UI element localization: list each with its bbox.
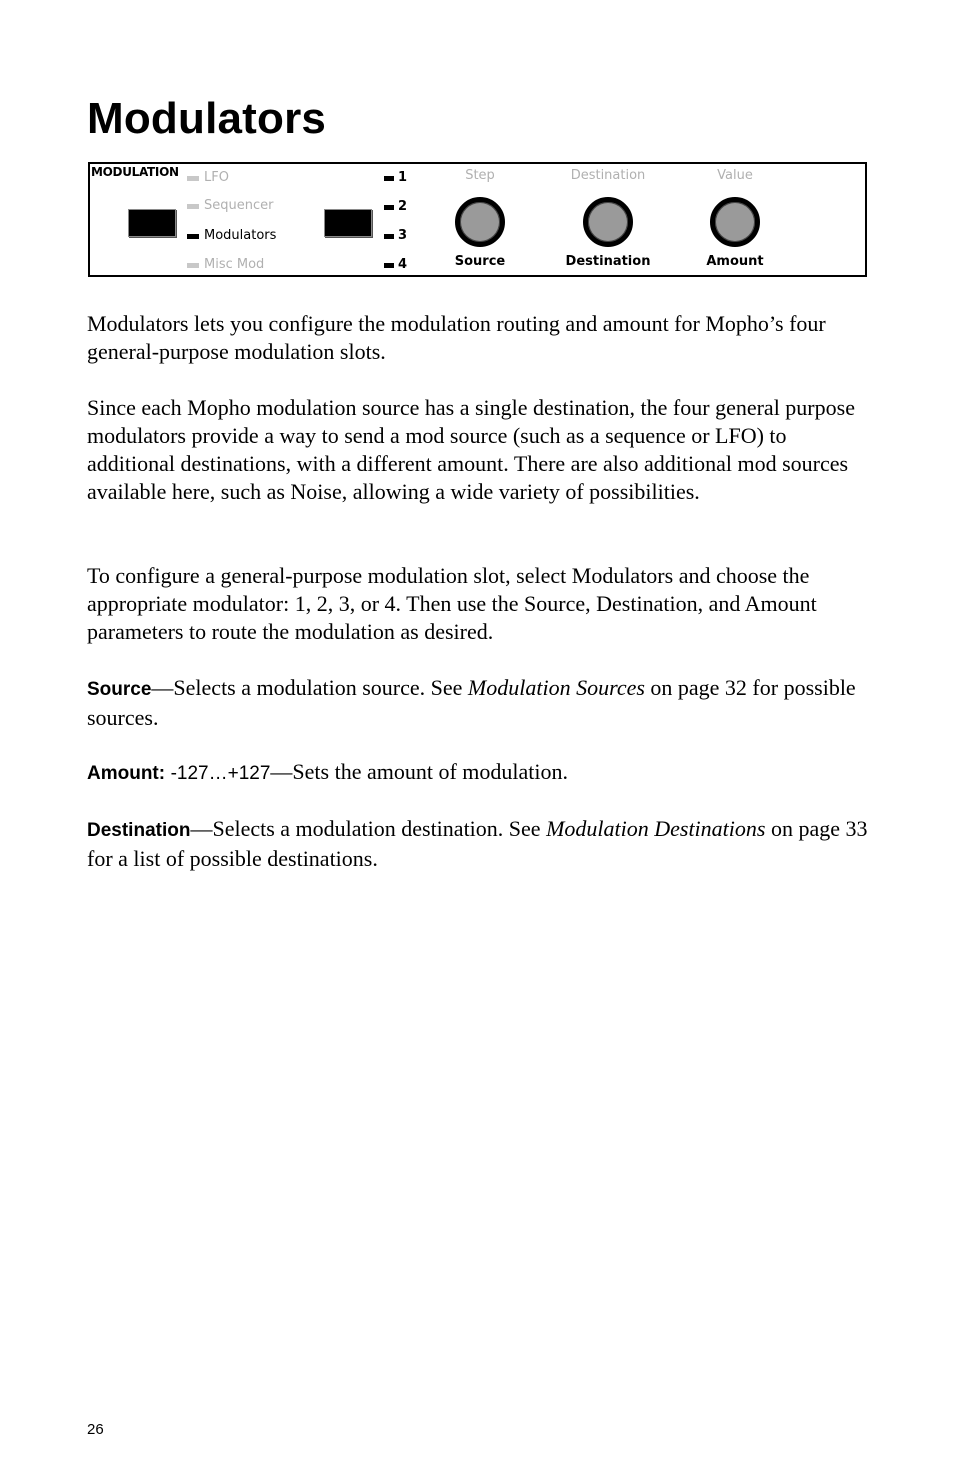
led-indicator — [384, 234, 394, 239]
option-slot-3: 3 — [384, 228, 407, 244]
option-modulators: Modulators — [187, 228, 276, 244]
knob-bottom-label: Destination — [565, 254, 651, 269]
knob-icon — [455, 197, 505, 247]
destination-term: Destination — [87, 820, 191, 841]
knob-bottom-label: Amount — [706, 254, 764, 269]
option-slot-1: 1 — [384, 170, 407, 186]
destination-reference: Modulation Destinations — [546, 816, 766, 841]
knob-top-label: Value — [717, 168, 753, 183]
destination-text-before: Selects a modulation destination. See — [212, 816, 547, 841]
knob-top-label: Destination — [570, 168, 646, 183]
led-indicator — [187, 234, 199, 239]
destination-text-after: on page 33 for a list of possible destinations. — [87, 816, 868, 871]
amount-range: -127…+127 — [170, 763, 271, 784]
intro-paragraph: Modulators lets you configure the modulation routing and amount for Mopho’s four general-purpose modulation slots. — [87, 311, 826, 364]
amount-term: Amount: — [87, 763, 166, 784]
knob-icon — [710, 197, 760, 247]
option-misc-mod: Misc Mod — [187, 257, 264, 273]
option-slot-4: 4 — [384, 257, 407, 273]
mode-select-button — [128, 209, 176, 237]
knob-bottom-label: Source — [454, 254, 506, 269]
knob-icon — [583, 197, 633, 247]
source-text-before: Selects a modulation source. See — [173, 675, 468, 700]
option-slot-2: 2 — [384, 199, 407, 215]
led-indicator — [187, 176, 199, 181]
led-indicator — [187, 263, 199, 268]
option-lfo: LFO — [187, 170, 229, 186]
led-indicator — [384, 205, 394, 210]
led-indicator — [187, 204, 199, 209]
knob-source — [415, 164, 545, 275]
source-reference: Modulation Sources — [467, 675, 645, 700]
amount-text: Sets the amount of modulation. — [292, 759, 569, 784]
page-number: 26 — [87, 1421, 104, 1438]
led-indicator — [384, 176, 394, 181]
knob-destination — [543, 164, 673, 275]
modulation-panel-diagram — [88, 162, 867, 277]
knob-amount — [670, 164, 800, 275]
configure-paragraph: To configure a general-purpose modulation slot, select Modulators and choose the appropriate modulator: 1, 2, 3, or 4. Then use the Source, Destination, and Amount parameters to route the modulation as desired. — [87, 563, 817, 644]
option-sequencer: Sequencer — [187, 198, 273, 214]
source-text-after: on page 32 for possible sources. — [87, 675, 856, 730]
source-definition: Source—Selects a modulation source. See Modulation Sources on page 32 for possible sources. — [87, 675, 856, 730]
page-title: Modulators — [87, 94, 327, 143]
slot-select-button — [324, 209, 372, 237]
knob-top-label: Step — [465, 168, 495, 183]
panel-section-label: MODULATION — [91, 165, 179, 179]
amount-definition: Amount: -127…+127—Sets the amount of modulation. — [87, 759, 569, 784]
mod-sources-paragraph: Since each Mopho modulation source has a single destination, the four general purpose modulators provide a way to send a mod source (such as a sequence or LFO) to additional destinations, with a different amount. There are also additional mod sources available here, such as Noise, allowing a wide variety of possibilities. — [87, 395, 855, 504]
led-indicator — [384, 263, 394, 268]
source-term: Source — [87, 679, 152, 700]
destination-definition: Destination—Selects a modulation destination. See Modulation Destinations on page 33 for a list of possible destinations. — [87, 816, 868, 871]
